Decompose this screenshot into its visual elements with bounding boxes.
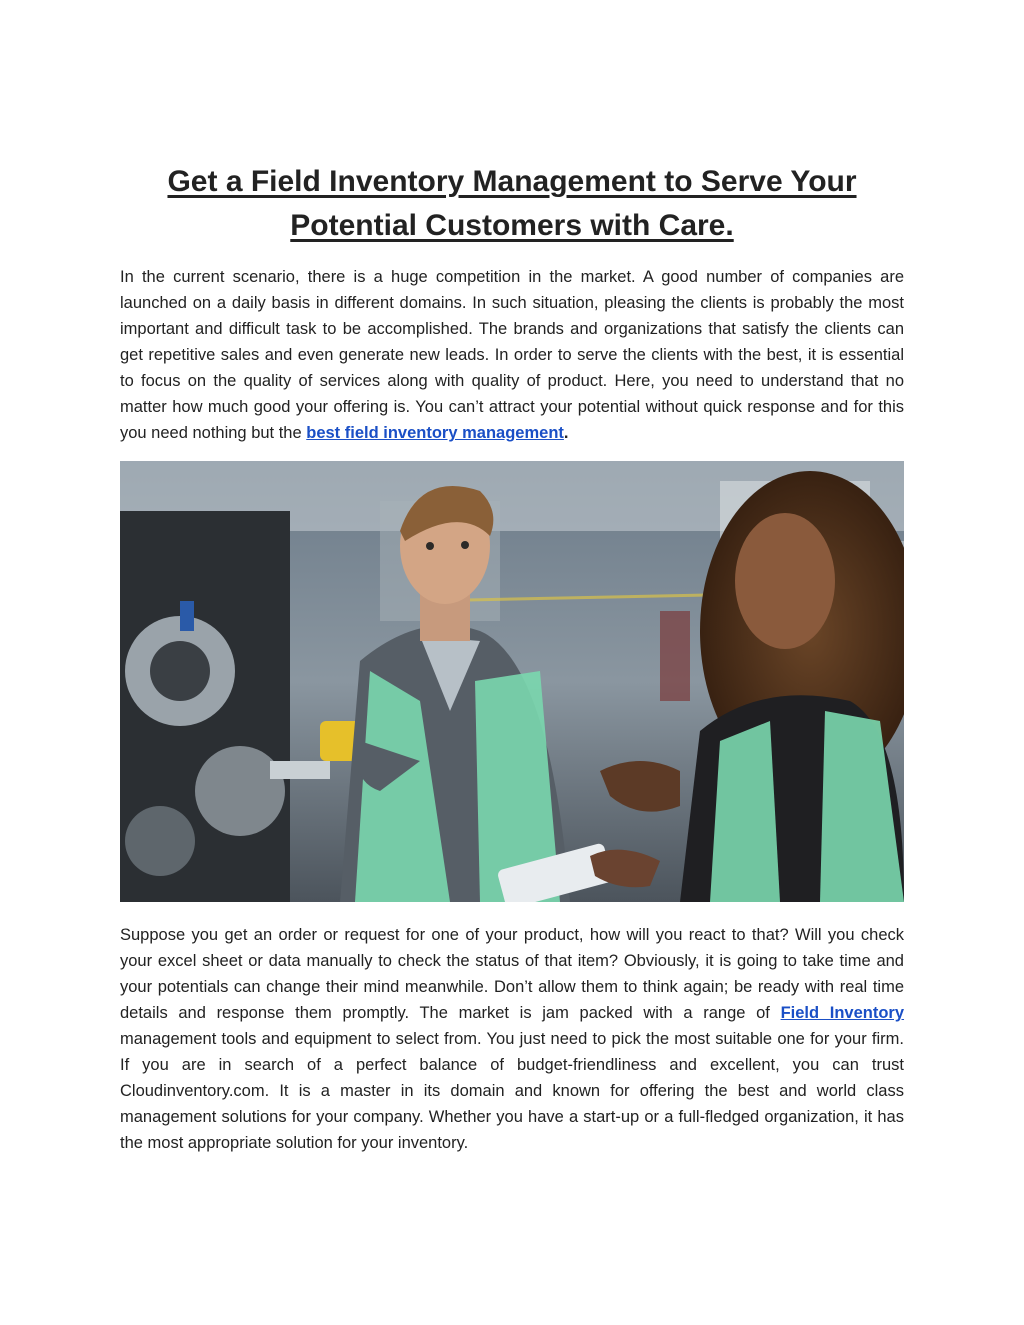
workers-photo xyxy=(120,461,904,902)
best-field-inventory-link[interactable]: best field inventory management xyxy=(306,424,564,442)
field-inventory-link[interactable]: Field Inventory xyxy=(780,1004,905,1022)
photo-illustration xyxy=(120,461,904,902)
intro-text: In the current scenario, there is a huge competition in the market. A good number of companies are launched on a daily basis in different domains. In such situation, pleasing the clients is probably the most important and difficult task to be accomplished. The brands and organizations that satisfy the clients can get repetitive sales and even generate new leads. In order to serve the clients with the best, it is essential to focus on the quality of services along with quality of product. Here, you need to understand that no matter how much good your offering is. You can’t attract your potential without quick response and for this you need nothing but the xyxy=(120,268,904,442)
body-text-after: management tools and equipment to select from. You just need to pick the most suitable one for your firm. If you are in search of a perfect balance of budget-friendliness and excellent, you can trust Cloudinventory.com. It is a master in its domain and known for offering the best and world class management solutions for your company. Whether you have a start-up or a full-fledged organization, it has the most appropriate solution for your inventory. xyxy=(120,1030,904,1152)
page-title: Get a Field Inventory Management to Serve Your Potential Customers with Care. xyxy=(167,165,857,242)
body-text-before: Suppose you get an order or request for one of your product, how will you react to that? Will you check your excel sheet or data manually to check the status of that item? Obviously, it is going to take time and your potentials can change their mind meanwhile. Don’t allow them to think again; be ready with real time details and response them promptly. The market is jam packed with a range of xyxy=(120,926,904,1022)
body-paragraph xyxy=(120,922,904,1156)
intro-trailing-period: . xyxy=(563,424,569,442)
intro-paragraph xyxy=(120,264,904,446)
